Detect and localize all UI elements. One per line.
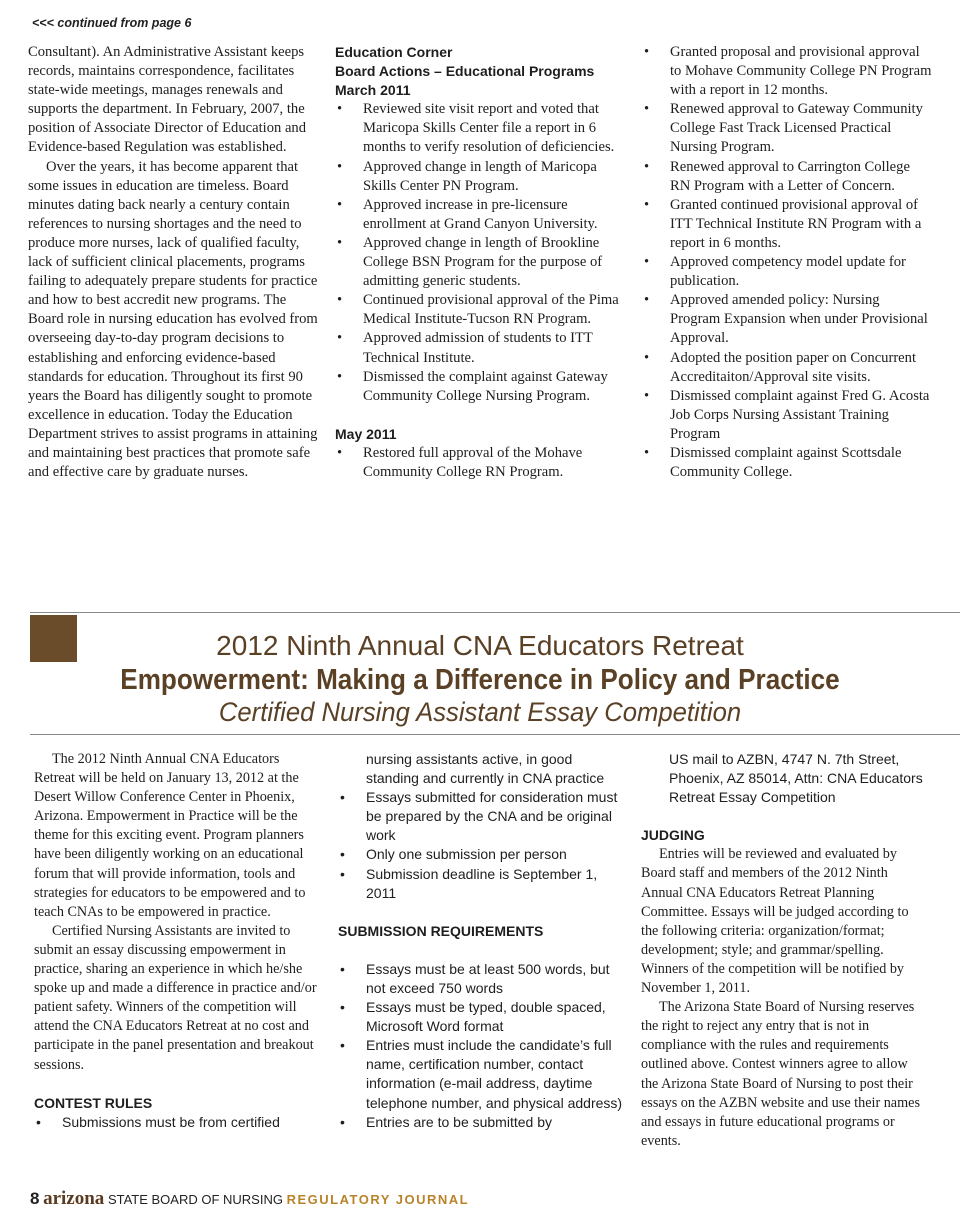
paragraph: Consultant). An Administrative Assistant keeps records, maintains correspondence, facilitates state-wide meetings, manages renewals and supports the department. In February, 2007, the position of Associate Director of Education and Evidence-based Regulation was established. [28, 44, 307, 156]
divider [30, 734, 960, 735]
top-column-1 [28, 43, 318, 482]
top-column-2 [335, 43, 625, 482]
list-item: • Dismissed complaint against Fred G. Acosta Job Corps Nursing Assistant Training Program [642, 387, 932, 444]
requirements-list [338, 960, 624, 1132]
list-item: • Approved increase in pre-licensure enrollment at Grand Canyon University. [335, 196, 625, 234]
bottom-column-3 [641, 750, 927, 1151]
section-heading: Board Actions – Educational Programs [335, 63, 595, 80]
list-item: • Dismissed the complaint against Gateway Community College Nursing Program. [335, 368, 625, 406]
list-item: • Approved change in length of Brookline College BSN Program for the purpose of admitting generic students. [335, 234, 625, 291]
list-item: • Only one submission per person [338, 845, 624, 864]
brand-logo: arizona [43, 1188, 105, 1209]
list-item: • Approved amended policy: Nursing Program Expansion when under Provisional Approval. [642, 291, 932, 348]
list-item-continued: US mail to AZBN, 4747 N. 7th Street, Phoenix, AZ 85014, Attn: CNA Educators Retreat Essay Competition [669, 751, 923, 806]
continued-from-label: <<< continued from page 6 [32, 16, 192, 30]
paragraph: Entries will be reviewed and evaluated by Board staff and members of the 2012 Ninth Annual CNA Educators Retreat Planning Committee. Essays will be judged according to the following criteria: organization/format; development; style; and grammar/spelling. Winners of the competition will be notified by November 1, 2011. [641, 846, 909, 997]
list-item: • Essays submitted for consideration must be prepared by the CNA and be original work [338, 788, 624, 845]
bottom-column-2 [338, 750, 624, 1132]
list-item: • Renewed approval to Gateway Community College Fast Track Licensed Practical Nursing Program. [642, 100, 932, 157]
board-name: STATE BOARD OF NURSING [107, 1192, 283, 1207]
list-item: • Entries are to be submitted by [338, 1113, 624, 1132]
list-item: • Essays must be typed, double spaced, Microsoft Word format [338, 998, 624, 1036]
page-footer [30, 1188, 469, 1210]
section-heading: CONTEST RULES [34, 1094, 153, 1111]
list-item: • Submission deadline is September 1, 2011 [338, 865, 624, 903]
section-heading: SUBMISSION REQUIREMENTS [338, 922, 544, 939]
paragraph: Over the years, it has become apparent that some issues in education are timeless. Board minutes dating back nearly a century contain references to nursing shortages and the need to produce more nurses, lack of qualified faculty, lack of sufficient clinical placements, programs failing to adequately prepare students for practice and how to best accredit new programs. The Board role in nursing education has evolved from overseeing day-to-day program decisions to establishing and enforcing evidence-based standards for education. Throughout its first 90 years the Board has diligently sought to promote excellence in education. Today the Education Department strives to assist programs in attaining and maintaining best practices that promote safe and effective care by graduate nurses. [28, 158, 318, 481]
banner-title: 2012 Ninth Annual CNA Educators Retreat [216, 630, 744, 661]
divider [30, 612, 960, 613]
paragraph: Certified Nursing Assistants are invited to submit an essay discussing empowerment in practice, sharing an experience in which he/she spoke up and made a difference in practice and/or patient safety. Winners of the competition will attend the CNA Educators Retreat at no cost and participate in the panel presentation and breakout sessions. [34, 922, 317, 1073]
list-item: • Entries must include the candidate’s full name, certification number, contact information (e-mail address, daytime telephone number, and physical address) [338, 1036, 624, 1112]
banner-subtitle: Certified Nursing Assistant Essay Competition [218, 697, 742, 727]
section-heading: JUDGING [641, 827, 705, 844]
list-item: • Adopted the position paper on Concurrent Accreditaiton/Approval site visits. [642, 349, 932, 387]
list-item: • Granted proposal and provisional approval to Mohave Community College PN Program with a report in 12 months. [642, 43, 932, 100]
section-heading: March 2011 [335, 82, 411, 99]
list-item: • Renewed approval to Carrington College RN Program with a Letter of Concern. [642, 158, 932, 196]
list-item: • Dismissed complaint against Scottsdale Community College. [642, 444, 932, 482]
list-item: • Granted continued provisional approval of ITT Technical Institute RN Program with a report in 6 months. [642, 196, 932, 253]
list-item: • Essays must be at least 500 words, but not exceed 750 words [338, 960, 624, 998]
list-item: • Continued provisional approval of the Pima Medical Institute-Tucson RN Program. [335, 291, 625, 329]
list-item: • Submissions must be from certified [34, 1113, 318, 1132]
paragraph: The 2012 Ninth Annual CNA Educators Retreat will be held on January 13, 2012 at the Desert Willow Conference Center in Phoenix, Arizona. Empowerment in Practice will be the theme for this exciting event. Program planners have been diligently working on an educational forum that will provide information, tools and strategies for educators to be empowered and to teach CNAs to be empowered in practice. [34, 751, 306, 920]
list-item: • Approved change in length of Maricopa Skills Center PN Program. [335, 158, 625, 196]
journal-name: REGULATORY JOURNAL [286, 1192, 470, 1207]
list-item: • Approved admission of students to ITT Technical Institute. [335, 329, 625, 367]
rules-list [34, 1113, 318, 1132]
actions-list [642, 43, 932, 482]
may-actions-list [335, 444, 625, 482]
paragraph: The Arizona State Board of Nursing reserves the right to reject any entry that is not in compliance with the rules and requirements outlined above. Contest winners agree to allow the Arizona State Board of Nursing to post their essays on the AZBN website and use their names and essays in future educational programs or events. [641, 999, 920, 1149]
list-item: • Reviewed site visit report and voted that Maricopa Skills Center file a report in 6 months to verify resolution of deficiencies. [335, 100, 625, 157]
list-item: • Restored full approval of the Mohave Community College RN Program. [335, 444, 625, 482]
rules-list [338, 788, 624, 903]
page-number: 8 [30, 1189, 40, 1208]
list-item: • Approved competency model update for publication. [642, 253, 932, 291]
list-item-continued: nursing assistants active, in good standing and currently in CNA practice [366, 751, 605, 787]
top-column-3 [642, 43, 932, 482]
march-actions-list [335, 100, 625, 406]
section-heading: May 2011 [335, 425, 397, 442]
banner-headline: Empowerment: Making a Difference in Policy and Practice [120, 664, 840, 696]
bottom-column-1 [34, 750, 318, 1132]
section-heading: Education Corner [335, 44, 453, 60]
